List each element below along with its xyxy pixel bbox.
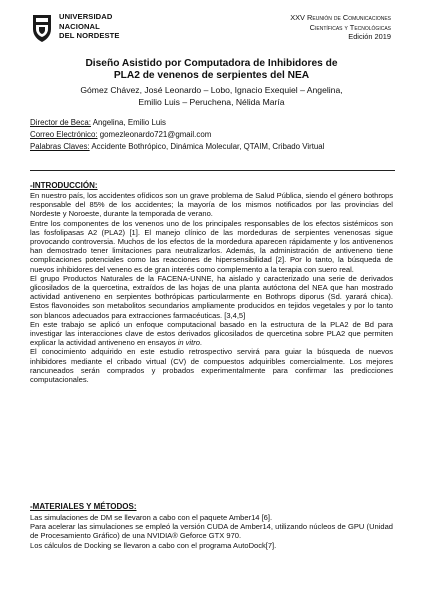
email-label: Correo Electrónico: [30,130,98,139]
intro-paragraph: El conocimiento adquirido en este estudio retrospectivo servirá para guiar la búsqueda de nuevos inhibidores mediante el cribado virtual (CV) de compuestos adquiribles comercialmente. Los mejores rancuneados serán comprados y probados experimentalmente para confirmar las predicciones computacionales. [30,347,393,385]
section-divider [30,170,395,171]
director-line [30,118,390,129]
university-name: UNIVERSIDAD NACIONAL DEL NORDESTE [59,12,120,41]
keywords-label: Palabras Claves: [30,142,90,151]
methods-paragraph: Los cálculos de Docking se llevaron a cabo con el programa AutoDock[7]. [30,540,277,550]
intro-body [30,191,393,384]
congress-edition: Edición 2019 [348,32,391,42]
intro-heading: -INTRODUCCIÓN: [30,181,98,190]
director-value: Angelina, Emilio Luis [92,118,166,127]
university-crest-icon [31,13,53,43]
paper-title: Diseño Asistido por Computadora de Inhibidores de PLA2 de venenos de serpientes del NEA [85,58,338,82]
director-label: Director de Beca: [30,118,91,127]
methods-paragraph: Las simulaciones de DM se llevaron a cabo con el paquete Amber14 [6]. [30,513,273,522]
congress-subtitle: Científicas y Tecnológicas [309,22,391,32]
methods-paragraph: Para acelerar las simulaciones se empleó la versión CUDA de Amber14, utilizando núcleos de GPU (Unidad de Procesamiento Gráfico) de una NVIDIA® Geforce GTX 970. [30,522,393,541]
congress-header [290,13,391,42]
keywords-line [30,142,390,153]
methods-heading: -MATERIALES Y MÉTODOS: [30,502,137,511]
email-line [30,130,390,141]
intro-paragraph: En este trabajo se aplicó un enfoque computacional basado en la estructura de la PLA2 de Bd para investigar las interacciones clave de estos derivados glicosilados de quercetina sobre PLA2 que permiten explicar la actividad antiveneno en ensayos in vitro. [30,319,393,348]
intro-paragraph: En nuestro país, los accidentes ofídicos son un grave problema de Salud Pública, siendo el género bothrops responsable del 85% de los accidentes; la mayoría de los mismos notificados por las provincias del Nordeste y Noroeste, durante la temporada de verano. [30,191,393,219]
intro-paragraph: El grupo Productos Naturales de la FACENA-UNNE, ha aislado y caracterizado una serie de derivados glicosilados de la quercetina, extraídos de las hojas de una planta autóctona del NEA que han mostrado actividad antiveneno en serpientes bothrópicas particularmente en Bothrops diporus (Sd. yarará chica). Estos flavonoides son metabolitos secundarios ampliamente producidos en tejidos vegetales y por lo tanto son blancos adecuados para extracciones farmacéuticas. [3,4,5] [30,273,393,320]
congress-title: XXV Reunión de Comunicaciones [290,13,391,22]
email-value[interactable]: gomezleonardo721@gmail.com [99,130,212,139]
keywords-value: Accidente Bothrópico, Dinámica Molecular, QTAIM, Cribado Virtual [91,142,325,151]
paper-authors: Gómez Chávez, José Leonardo – Lobo, Ignacio Exequiel – Angelina, Emilio Luis – Peruchena, Nélida María [80,85,343,107]
intro-paragraph: Entre los componentes de los venenos uno de los principales responsables de los efectos sistémicos son las fosfolipasas A2 (PLA2) [1]. El manejo clínico de las mordeduras de serpientes venenosas sigue provocando controversia. Muchos de los efectos de la mordedura aparecen rápidamente y los antivenenos han demostrado tener limitaciones para neutralizarlos. Además, la administración de antiveneno tiene complicaciones potenciales como las reacciones de hipersensibilidad [2]. Por lo tanto, la búsqueda de nuevos inhibidores del veneno es de gran interés como complemento a la terapia con suero real. [30,218,393,274]
university-logo [31,12,151,48]
methods-body [30,513,393,550]
